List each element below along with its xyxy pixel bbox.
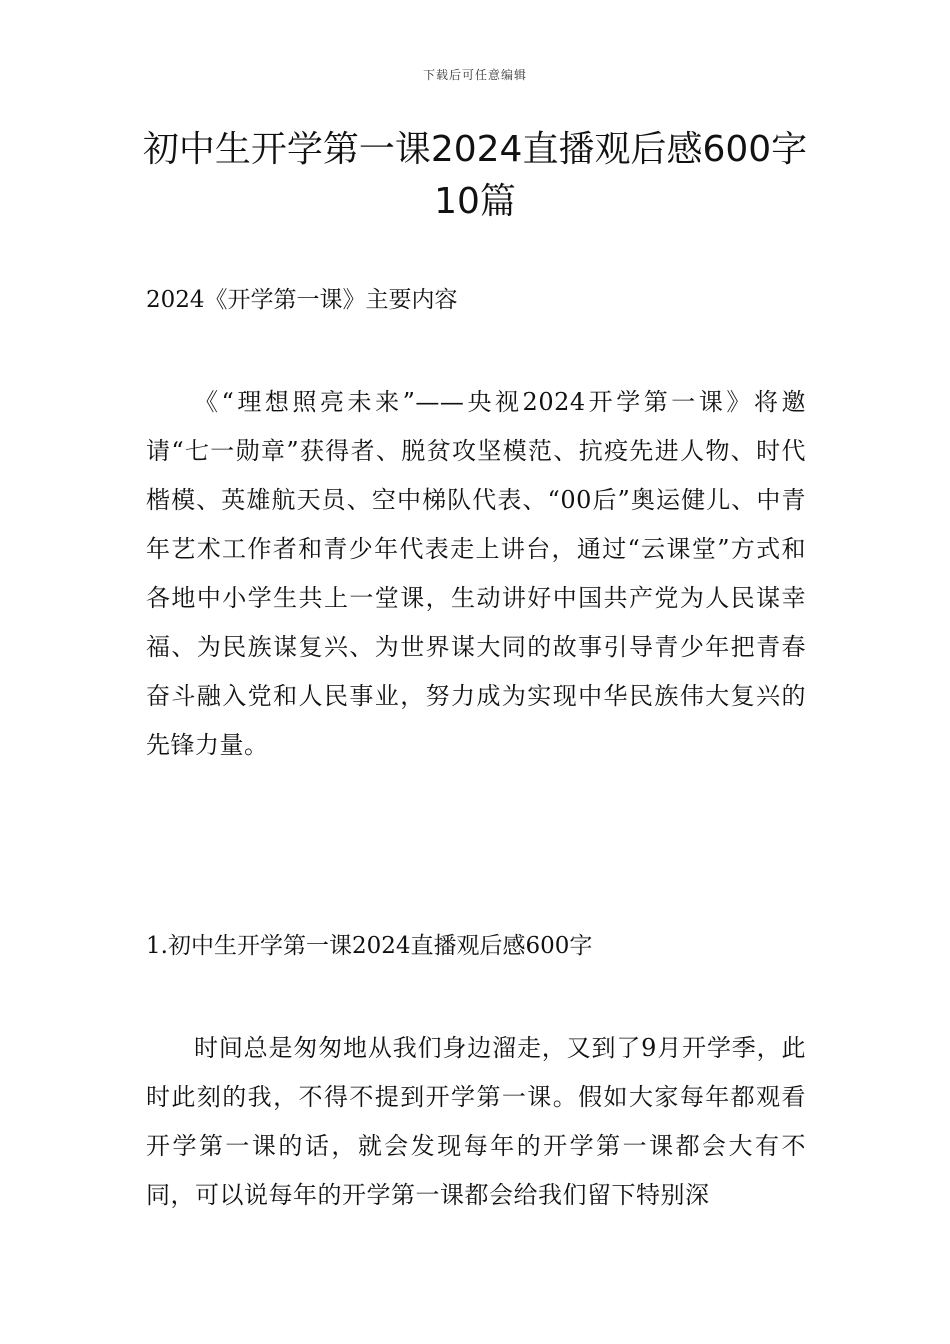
document-title: 初中生开学第一课2024直播观后感600字10篇 — [142, 129, 808, 222]
section-heading-main-content: 2024《开学第一课》主要内容 — [146, 287, 458, 313]
intro-paragraph: 《“理想照亮未来”——央视2024开学第一课》将邀请“七一勋章”获得者、脱贫攻坚模范、抗疫先进人物、时代楷模、英雄航天员、空中梯队代表、“00后”奥运健儿、中青年艺术工作者和青少年代表走上讲台，通过“云课堂”方式和各地中小学生共上一堂课，生动讲好中国共产党为人民谋幸福、为民族谋复兴、为世界谋大同的故事引导青少年把青春奋斗融入党和人民事业，努力成为实现中华民族伟大复兴的先锋力量。 — [146, 388, 806, 759]
section-heading-essay-1: 1.初中生开学第一课2024直播观后感600字 — [146, 933, 593, 959]
header-note: 下载后可任意编辑 — [422, 68, 527, 82]
essay-1-paragraph: 时间总是匆匆地从我们身边溜走，又到了9月开学季，此时此刻的我，不得不提到开学第一课。假如大家每年都观看开学第一课的话，就会发现每年的开学第一课都会大有不同，可以说每年的开学第一课都会给我们留下特别深 — [146, 1034, 806, 1209]
